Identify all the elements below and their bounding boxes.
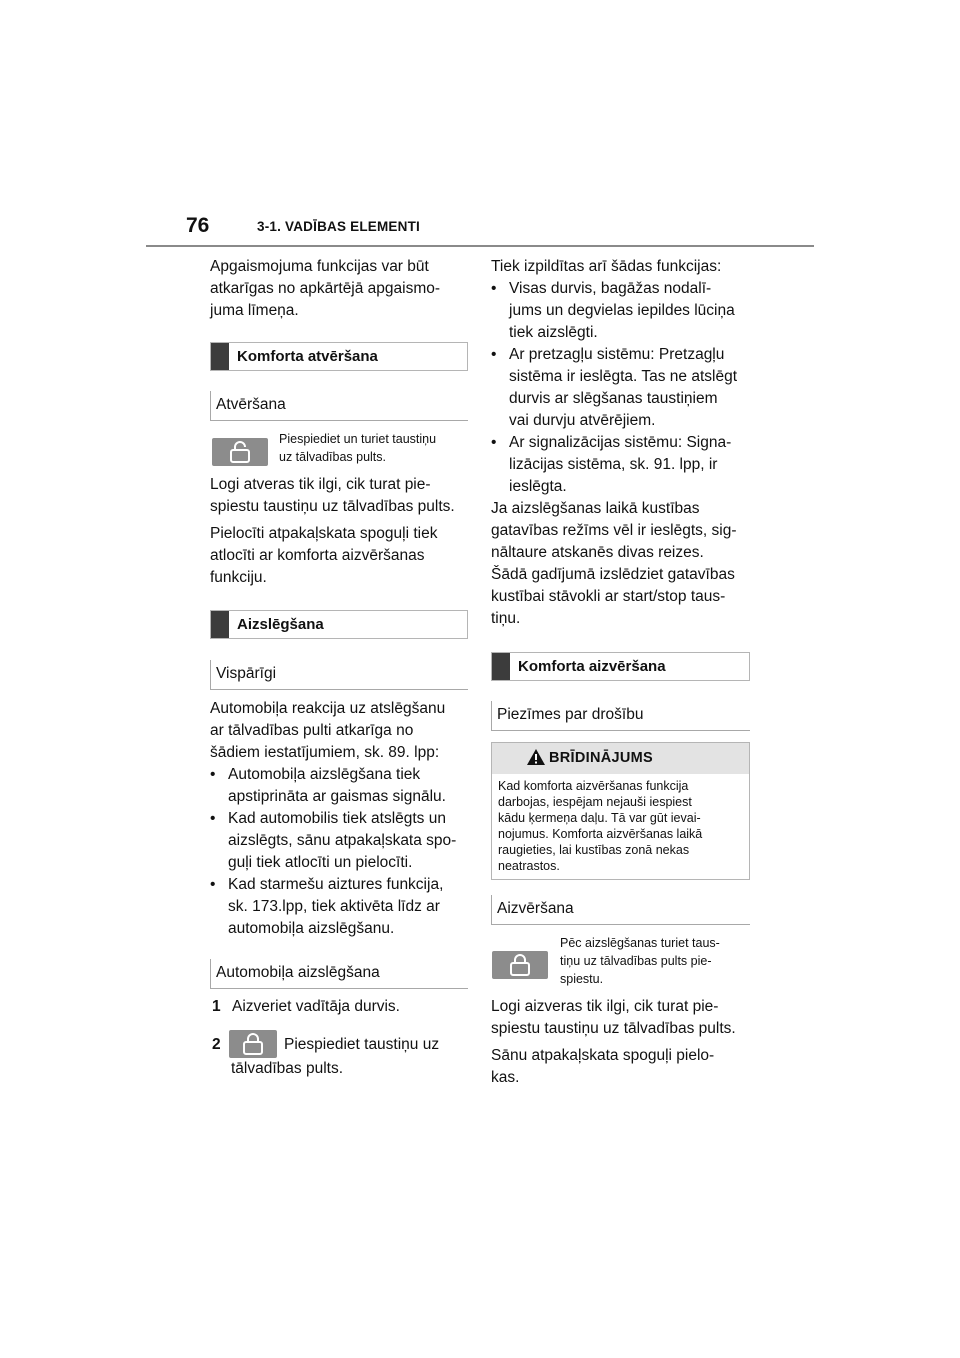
note-lock: Pēc aizslēgšanas turiet taus- tiņu uz tālvadības pults pie- spiestu.	[560, 936, 720, 986]
step-2-text-cont: tālvadības pults.	[231, 1060, 344, 1077]
subheading-piezimes-par-drosibu: Piezīmes par drošību	[491, 701, 750, 731]
step-2-text: Piespiediet taustiņu uz	[284, 1036, 440, 1053]
right-para-3: Sānu atpakaļskata spoguļi pielo- kas.	[491, 1047, 715, 1086]
subheading-aizversana: Aizvēršana	[491, 895, 750, 925]
right-bullet-list	[491, 278, 753, 498]
step-1: 1 Aizveriet vadītāja durvis.	[212, 998, 400, 1015]
section-heading-komforta-atversana: Komforta atvēršana	[210, 342, 468, 371]
list-item: • Ar pretzagļu sistēmu: Pretzagļu sistēma ir ieslēgta. Tas ne atslēgt durvis ar slēgšanas taustiņiem vai durvju atvērējiem.	[491, 346, 738, 429]
remote-lock-button-image	[229, 1030, 277, 1058]
remote-lock-button-image	[492, 951, 548, 979]
section-heading-aizslegsana: Aizslēgšana	[210, 610, 468, 639]
warning-body: Kad komforta aizvēršanas funkcija darbojas, iespējam nejauši iespiest kādu ķermeņa daļu. Tā var gūt ievai- nojumus. Komforta aizvēršanas laikā raugieties, lai kustības zonā nekas neatrastos.	[498, 779, 703, 873]
left-para-2: Pielocīti atpakaļskata spoguļi tiek atlocīti ar komforta aizvēršanas funkciju.	[210, 525, 438, 586]
subheading-visparigi: Vispārīgi	[210, 660, 468, 690]
section-heading-komforta-aizversana: Komforta aizvēršana	[491, 652, 750, 681]
section-header: 3-1. VADĪBAS ELEMENTI	[257, 219, 420, 234]
note-unlock: Piespiediet un turiet taustiņu uz tālvadības pults.	[279, 432, 437, 464]
list-item: • Ar signalizācijas sistēmu: Signa- lizācijas sistēma, sk. 91. lpp, ir ieslēgta.	[491, 434, 732, 495]
left-para-3: Automobiļa reakcija uz atslēgšanu ar tālvadības pulti atkarīga no šādiem iestatījumiem, sk. 89. lpp: • Automobiļa aizslēgšana tiek apstiprināta ar gaismas signālu. • Kad automobilis tiek atslēgts un aizslēgts, sānu atpakaļskata spo- guļi tiek atlocīti un pielocīti. • Kad starmešu aiztures funkcija, sk. 173.lpp, tiek aktivēta līdz ar automobiļa aizslēgšanu.	[210, 698, 472, 940]
subheading-automobila-aizslegsana: Automobiļa aizslēgšana	[210, 959, 468, 989]
list-item: • Automobiļa aizslēgšana tiek apstiprināta ar gaismas signālu.	[210, 766, 446, 805]
lock-icon	[508, 954, 532, 976]
header-rule	[146, 245, 814, 247]
right-para-1: Ja aizslēgšanas laikā kustības gatavības režīms vēl ir ieslēgts, sig- nāltaure atskanēs divas reizes. Šādā gadījumā izslēdziet gatavības kustībai stāvokli ar start/stop taus- tiņu.	[491, 500, 737, 627]
remote-unlock-button-image	[212, 438, 268, 466]
page-number: 76	[186, 214, 210, 237]
subheading-atversana: Atvēršana	[210, 391, 468, 421]
warning-title: BRĪDINĀJUMS	[549, 750, 653, 766]
warning-box	[491, 742, 750, 880]
lock-icon	[241, 1033, 265, 1055]
step-2: 2	[212, 1036, 221, 1053]
unlock-icon	[228, 441, 252, 463]
list-item: • Kad automobilis tiek atslēgts un aizslēgts, sānu atpakaļskata spo- guļi tiek atlocīti un pielocīti.	[210, 810, 457, 871]
right-para-2: Logi aizveras tik ilgi, cik turat pie- spiestu taustiņu uz tālvadības pults.	[491, 998, 736, 1037]
list-item: • Visas durvis, bagāžas nodalī- jums un degvielas iepildes lūciņa tiek aizslēgti.	[491, 280, 735, 341]
left-bullet-list	[210, 764, 472, 940]
right-intro: Tiek izpildītas arī šādas funkcijas: • Visas durvis, bagāžas nodalī- jums un degvielas iepildes lūciņa tiek aizslēgti. • Ar pretzagļu sistēmu: Pretzagļu sistēma ir ieslēgta. Tas ne atslēgt durvis ar slēgšanas taustiņiem vai durvju atvērējiem. • Ar signalizācijas sistēmu: Signa- lizācijas sistēma, sk. 91. lpp, ir ieslēgta.	[491, 256, 753, 498]
left-intro: Apgaismojuma funkcijas var būt atkarīgas no apkārtējā apgaismo- juma līmeņa.	[210, 258, 441, 319]
list-item: • Kad starmešu aiztures funkcija, sk. 173.lpp, tiek aktivēta līdz ar automobiļa aizslēgšanu.	[210, 876, 444, 937]
warning-triangle-icon	[526, 748, 546, 766]
left-para-1: Logi atveras tik ilgi, cik turat pie- spiestu taustiņu uz tālvadības pults.	[210, 476, 455, 515]
